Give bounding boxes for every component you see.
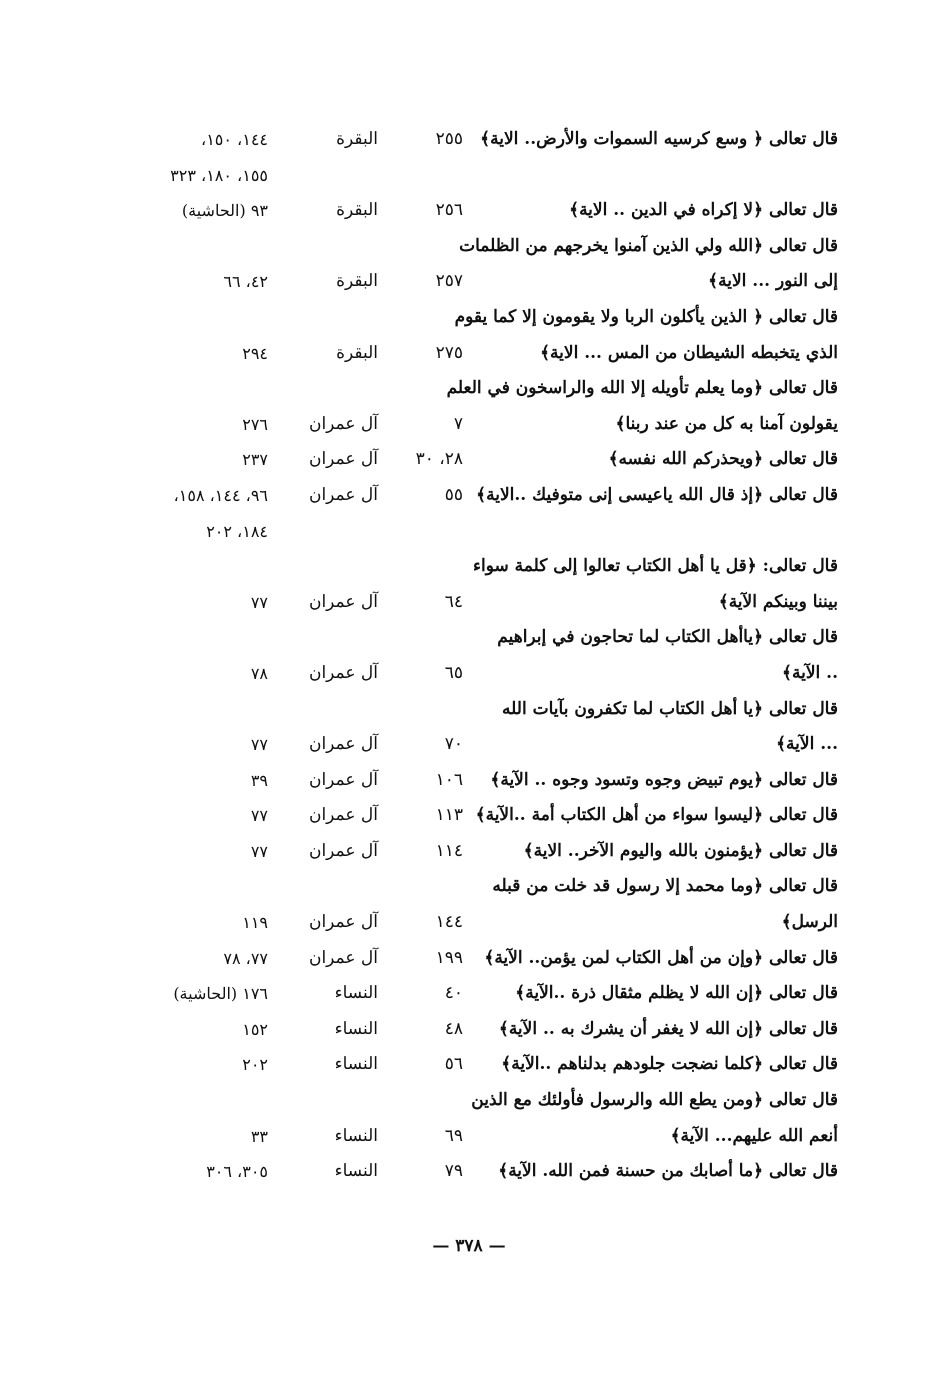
index-row	[138, 336, 838, 372]
surah-name: آل عمران	[308, 840, 378, 861]
verse-number: ٢٥٥	[435, 129, 463, 149]
verse-text: .. الآية﴾	[782, 662, 838, 683]
verse-text: قال تعالى ﴿إن الله لا يظلم مثقال ذرة ..الآية﴾	[515, 983, 838, 1004]
index-row	[138, 727, 838, 763]
index-row	[138, 229, 838, 265]
verse-text: قال تعالى ﴿يوم تبيض وجوه وتسود وجوه .. الآية﴾	[490, 769, 838, 790]
page-references: ٧٧	[250, 735, 268, 755]
surah-name: آل عمران	[308, 805, 378, 826]
page-references	[98, 549, 268, 585]
verse-text: قال تعالى ﴿ما أصابك من حسنة فمن الله. الآية﴾	[498, 1161, 838, 1182]
index-row	[138, 549, 838, 585]
surah-name	[298, 620, 378, 656]
verse-number	[393, 371, 463, 407]
verse-text: الذي يتخبطه الشيطان من المس ... الاية﴾	[540, 342, 838, 363]
index-row	[138, 869, 838, 905]
index-row	[138, 585, 838, 621]
page-references	[98, 692, 268, 728]
page-references: ١١٩	[242, 913, 268, 933]
verse-text: يقولون آمنا به كل من عند ربنا﴾	[615, 413, 838, 434]
verse-number: ٦٤	[444, 591, 463, 612]
verse-number: ٧٠	[444, 734, 463, 755]
surah-name: البقرة	[336, 200, 378, 221]
page-references: ٢٩٤	[242, 343, 268, 363]
verse-number: ٥٦	[444, 1054, 463, 1075]
page-references: ٩٣ (الحاشية)	[181, 201, 268, 221]
page-references	[98, 1083, 268, 1119]
verse-text: أنعم الله عليهم... الآية﴾	[670, 1125, 838, 1146]
page-references: ٧٧	[250, 841, 268, 861]
page-references: ٤٢، ٦٦	[223, 272, 268, 292]
page-references	[98, 620, 268, 656]
verse-number	[393, 869, 463, 905]
page-references: ٣٩	[250, 770, 268, 790]
page-number: — ٣٧٨ —	[432, 1236, 506, 1256]
verse-text: قال تعالى ﴿إذ قال الله ياعيسى إنى متوفيك ..الاية﴾	[476, 484, 838, 505]
surah-name: النساء	[334, 1161, 378, 1182]
surah-name	[298, 300, 378, 336]
surah-name: النساء	[334, 1054, 378, 1075]
page-references: ١٥٢	[242, 1019, 268, 1039]
verse-number	[393, 514, 463, 550]
verse-number: ٢٥٧	[435, 271, 463, 292]
index-row	[138, 941, 838, 977]
page-references	[98, 371, 268, 407]
verse-text	[408, 514, 838, 550]
verse-number: ٢٥٦	[435, 200, 463, 221]
page-references: ٩٦، ١٤٤، ١٥٨،	[173, 485, 268, 505]
surah-name: البقرة	[336, 271, 378, 292]
verse-number: ٦٩	[444, 1125, 463, 1146]
page-references: ٣٠٥، ٣٠٦	[206, 1162, 268, 1182]
verse-text: قال تعالى ﴿ الذين يأكلون الربا ولا يقومون إلا كما يقوم	[454, 306, 838, 327]
surah-name: النساء	[334, 1018, 378, 1039]
page-references	[98, 229, 268, 265]
page-references: ١٤٤، ١٥٠،	[201, 130, 268, 149]
page-references	[98, 869, 268, 905]
verse-text: إلى النور ... الاية﴾	[708, 271, 838, 292]
index-row	[138, 798, 838, 834]
surah-name	[298, 549, 378, 585]
verse-text: قال تعالى ﴿لا إكراه في الدين .. الاية﴾	[569, 200, 838, 221]
surah-name: آل عمران	[308, 662, 378, 683]
verse-number: ١٩٩	[435, 947, 463, 968]
surah-name: النساء	[334, 1125, 378, 1146]
page-references: ١٨٤، ٢٠٢	[206, 521, 268, 541]
surah-name	[298, 692, 378, 728]
verse-number: ٢٧٥	[435, 342, 463, 363]
index-row	[138, 264, 838, 300]
surah-name: البقرة	[336, 342, 378, 363]
surah-name	[298, 1083, 378, 1119]
index-row	[138, 514, 838, 550]
surah-name: آل عمران	[308, 912, 378, 933]
index-row	[138, 834, 838, 870]
verse-text: قال تعالى ﴿ويحذركم الله نفسه﴾	[608, 449, 838, 470]
index-row	[138, 1154, 838, 1190]
surah-name	[298, 869, 378, 905]
verse-text: قال تعالى ﴿ليسوا سواء من أهل الكتاب أمة ..الآية﴾	[475, 805, 838, 826]
page-references: ٢٠٢	[242, 1055, 268, 1075]
verse-text: قال تعالى ﴿يا أهل الكتاب لما تكفرون بآيات الله	[502, 698, 838, 719]
verse-text: قال تعالى ﴿كلما نضجت جلودهم بدلناهم ..الآية﴾	[501, 1054, 838, 1075]
surah-name	[298, 371, 378, 407]
index-row	[138, 656, 838, 692]
verse-text: قال تعالى: ﴿قل يا أهل الكتاب تعالوا إلى كلمة سواء	[473, 556, 838, 577]
index-row	[138, 371, 838, 407]
verse-number: ٤٨	[444, 1018, 463, 1039]
surah-name	[298, 158, 378, 194]
index-row	[138, 976, 838, 1012]
verse-number: ٢٨، ٣٠	[415, 449, 463, 470]
surah-name: آل عمران	[308, 484, 378, 505]
index-row	[138, 407, 838, 443]
verse-text: ... الآية﴾	[776, 734, 838, 755]
verse-number: ١١٤	[435, 840, 463, 861]
verse-number: ١٤٤	[435, 912, 463, 933]
surah-name: آل عمران	[308, 769, 378, 790]
index-row	[138, 1012, 838, 1048]
verse-number	[393, 692, 463, 728]
index-row	[138, 158, 838, 194]
index-row	[138, 763, 838, 799]
verse-text: قال تعالى ﴿وما محمد إلا رسول قد خلت من قبله	[492, 876, 838, 897]
page-references: ١٧٦ (الحاشية)	[173, 984, 268, 1004]
surah-name	[298, 229, 378, 265]
verse-index-table	[138, 122, 838, 1190]
index-row	[138, 300, 838, 336]
verse-text: قال تعالى ﴿الله ولي الذين آمنوا يخرجهم من الظلمات	[459, 235, 838, 256]
surah-name: آل عمران	[308, 449, 378, 470]
index-row	[138, 478, 838, 514]
index-row	[138, 1119, 838, 1155]
index-row	[138, 442, 838, 478]
page-references: ٢٣٧	[242, 450, 268, 470]
surah-name: آل عمران	[308, 413, 378, 434]
verse-number	[393, 620, 463, 656]
surah-name: البقرة	[336, 129, 378, 149]
surah-name: آل عمران	[308, 734, 378, 755]
page-references: ٢٧٦	[242, 414, 268, 434]
verse-number: ٧	[453, 413, 463, 434]
surah-name: آل عمران	[308, 591, 378, 612]
verse-number	[393, 300, 463, 336]
index-row	[138, 692, 838, 728]
index-row	[138, 122, 838, 158]
page-references	[98, 300, 268, 336]
page-references: ٧٧	[250, 592, 268, 612]
verse-number: ١٠٦	[435, 769, 463, 790]
verse-text: بيننا وبينكم الآية﴾	[718, 591, 838, 612]
verse-number	[393, 549, 463, 585]
verse-text: قال تعالى ﴿ومن يطع الله والرسول فأولئك مع الذين	[471, 1090, 838, 1111]
verse-text: قال تعالى ﴿ياأهل الكتاب لما تحاجون في إبراهيم	[497, 627, 838, 648]
surah-name	[298, 514, 378, 550]
page-references: ٧٨	[250, 663, 268, 683]
index-row	[138, 620, 838, 656]
verse-number	[393, 1083, 463, 1119]
page-references: ٧٧، ٧٨	[223, 948, 268, 968]
verse-text: قال تعالى ﴿يؤمنون بالله واليوم الآخر.. الاية﴾	[523, 840, 838, 861]
verse-text	[408, 158, 838, 194]
surah-name: النساء	[334, 983, 378, 1004]
verse-number: ٧٩	[444, 1161, 463, 1182]
verse-number: ٤٠	[444, 983, 463, 1004]
verse-text: قال تعالى ﴿وإن من أهل الكتاب لمن يؤمن.. الآية﴾	[484, 947, 838, 968]
verse-number: ١١٣	[435, 805, 463, 826]
verse-text: الرسل﴾	[781, 912, 838, 933]
index-row	[138, 1083, 838, 1119]
index-row	[138, 193, 838, 229]
verse-text: قال تعالى ﴿ وسع كرسيه السموات والأرض.. الاية﴾	[480, 129, 838, 149]
verse-number: ٦٥	[444, 662, 463, 683]
page-references: ٣٣	[250, 1126, 268, 1146]
page-references: ٧٧	[250, 806, 268, 826]
verse-text: قال تعالى ﴿وما يعلم تأويله إلا الله والراسخون في العلم	[446, 378, 838, 399]
index-row	[138, 1047, 838, 1083]
page-references: ١٥٥، ١٨٠، ٣٢٣	[170, 165, 268, 185]
verse-number: ٥٥	[444, 484, 463, 505]
verse-number	[393, 229, 463, 265]
verse-text: قال تعالى ﴿إن الله لا يغفر أن يشرك به .. الآية﴾	[498, 1018, 838, 1039]
index-row	[138, 905, 838, 941]
verse-number	[393, 158, 463, 194]
surah-name: آل عمران	[308, 947, 378, 968]
